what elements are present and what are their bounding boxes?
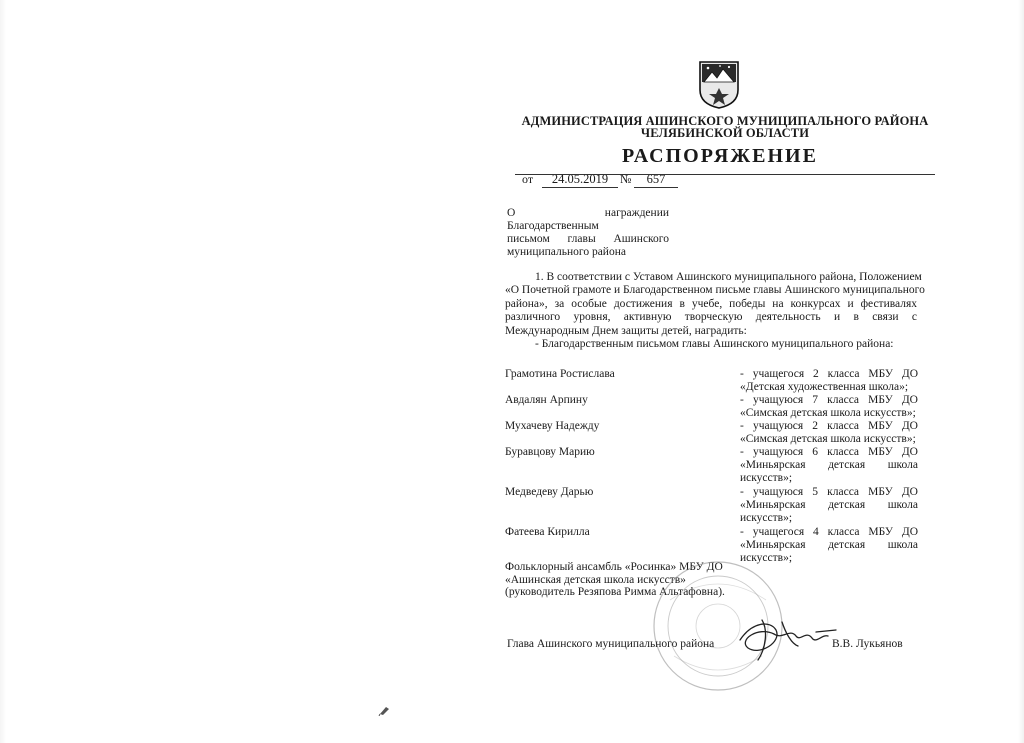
awardee-desc-line: - учащуюся 5 класса МБУ ДО	[740, 486, 918, 498]
document-body	[505, 271, 925, 351]
coat-of-arms-icon	[696, 60, 742, 110]
handwritten-signature-icon	[740, 620, 836, 660]
awardee-description	[740, 446, 918, 485]
subject-line: письмом главы Ашинского	[507, 233, 669, 245]
awardee-name: Мухачеву Надежду	[505, 420, 600, 432]
list-item	[505, 446, 920, 486]
awardee-description	[740, 486, 918, 525]
award-intro: - Благодарственным письмом главы Ашинского муниципального района:	[535, 338, 894, 351]
awardee-name: Авдалян Арпину	[505, 394, 588, 406]
subject-line: О награждении Благодарственным	[507, 207, 669, 232]
awardee-desc-line: - учащегося 4 класса МБУ ДО	[740, 526, 918, 538]
awardee-description	[740, 420, 918, 446]
awardee-desc-line: искусств»;	[740, 512, 793, 524]
subject-line: муниципального района	[507, 246, 626, 258]
pen-mark-icon	[378, 704, 392, 716]
document-type-title: РАСПОРЯЖЕНИЕ	[622, 145, 818, 167]
document-subject	[507, 207, 669, 259]
awardee-desc-line: искусств»;	[740, 472, 793, 484]
awardee-name: Грамотина Ростислава	[505, 368, 615, 380]
signatory-name: В.В. Лукьянов	[832, 638, 903, 650]
awardee-name: Медведеву Дарью	[505, 486, 594, 498]
awardee-desc-line: «Детская художественная школа»;	[740, 381, 909, 393]
awardee-name: Буравцову Марию	[505, 446, 595, 458]
ensemble-line: (руководитель Резяпова Римма Альтафовна).	[505, 586, 725, 598]
ensemble-line: Фольклорный ансамбль «Росинка» МБУ ДО	[505, 561, 723, 573]
list-item	[505, 368, 920, 394]
signature-and-seal	[640, 560, 850, 700]
awardee-desc-line: «Симская детская школа искусств»;	[740, 407, 916, 419]
awardee-desc-line: «Симская детская школа искусств»;	[740, 433, 916, 445]
awardee-description	[740, 368, 918, 394]
awardee-desc-line: - учащуюся 7 класса МБУ ДО	[740, 394, 918, 406]
awardee-desc-line: - учащуюся 6 класса МБУ ДО	[740, 446, 918, 458]
body-line: 1. В соответствии с Уставом Ашинского муниципального района, Положением	[535, 271, 922, 283]
body-line: Международным Днем защиты детей, наградить:	[505, 324, 747, 337]
awardee-desc-line: искусств»;	[740, 552, 793, 564]
awardee-name: Фатеева Кирилла	[505, 526, 590, 538]
awardee-desc-line: «Миньярская детская школа	[740, 539, 918, 551]
list-item	[505, 394, 920, 420]
awardee-desc-line: «Миньярская детская школа	[740, 499, 918, 511]
body-line: различного уровня, активную творческую деятельность и в связи с	[505, 311, 917, 324]
awardee-desc-line: - учащуюся 2 класса МБУ ДО	[740, 420, 918, 432]
ensemble-line: «Ашинская детская школа искусств»	[505, 573, 686, 586]
awardee-description	[740, 394, 918, 420]
body-line: «О Почетной грамоте и Благодарственном письме главы Ашинского муниципального	[505, 284, 925, 297]
number-prefix: №	[620, 172, 632, 186]
awardee-desc-line: «Миньярская детская школа	[740, 459, 918, 471]
document-number: 657	[634, 172, 678, 188]
awardee-list	[505, 368, 920, 566]
body-line: района», за особые достижения в учебе, победы на конкурсах и фестивалях	[505, 297, 917, 310]
organization-region: ЧЕЛЯБИНСКОЙ ОБЛАСТИ	[640, 126, 810, 140]
organization-title: АДМИНИСТРАЦИЯ АШИНСКОГО МУНИЦИПАЛЬНОГО РАЙОНА	[521, 114, 929, 128]
document-date: 24.05.2019	[542, 172, 618, 188]
round-seal-icon	[654, 562, 782, 690]
header-rule	[515, 174, 935, 175]
list-item	[505, 486, 920, 526]
date-prefix: от	[522, 172, 534, 186]
awardee-desc-line: - учащегося 2 класса МБУ ДО	[740, 368, 918, 380]
list-item	[505, 420, 920, 446]
signatory-position: Глава Ашинского муниципального района	[507, 638, 715, 650]
